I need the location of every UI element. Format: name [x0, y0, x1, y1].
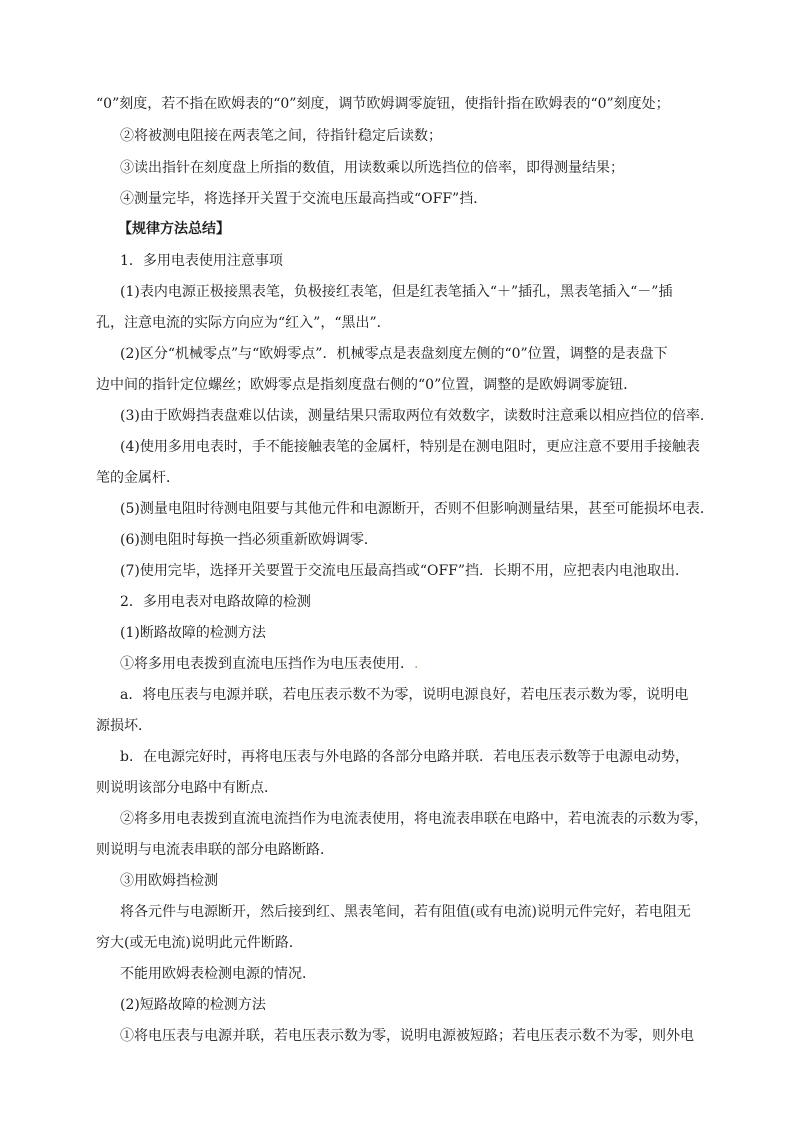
text-line-2: ②将被测电阻接在两表笔之间，待指针稳定后读数；	[120, 128, 442, 144]
section-heading: 【规律方法总结】	[118, 221, 230, 237]
subheading-2: 2．多用电表对电路故障的检测	[120, 594, 311, 610]
text-line-21: 源损坏．	[96, 718, 152, 734]
text-line-26: ③用欧姆挡检测	[120, 873, 218, 889]
text-line-23: 则说明该部分电路中有断点．	[96, 780, 278, 796]
text-line-15: (6)测电阻时每换一挡必须重新欧姆调零．	[120, 532, 378, 548]
stray-mark: .	[414, 656, 419, 672]
text-line-13: 笔的金属杆．	[96, 470, 180, 486]
text-line-11: (3)由于欧姆挡表盘难以估读，测量结果只需取两位有效数字，读数时注意乘以相应挡位的倍率．	[120, 408, 714, 424]
text-line-7: (1)表内电源正极接黑表笔，负极接红表笔，但是红表笔插入“＋”插孔，黑表笔插入“－”插	[120, 284, 673, 300]
text-line-24: ②将多用电表拨到直流电流挡作为电流表使用，将电流表串联在电路中，若电流表的示数为零，	[120, 811, 708, 827]
text-line-3: ③读出指针在刻度盘上所指的数值，用读数乘以所选挡位的倍率，即得测量结果；	[120, 160, 624, 176]
text-line-30: (2)短路故障的检测方法	[120, 997, 266, 1013]
text-line-27: 将各元件与电源断开，然后接到红、黑表笔间，若有阻值(或有电流)说明元件完好，若电阻无	[120, 904, 691, 920]
text-line-31: ①将电压表与电源并联，若电压表示数为零，说明电源被短路；若电压表示数不为零，则外电	[120, 1028, 694, 1044]
text-line-12: (4)使用多用电表时，手不能接触表笔的金属杆，特别是在测电阻时，更应注意不要用手接触表	[120, 439, 700, 455]
text-line-4: ④测量完毕，将选择开关置于交流电压最高挡或“OFF”挡．	[120, 191, 488, 207]
text-line-28: 穷大(或无电流)说明此元件断路．	[96, 935, 303, 951]
text-line-16: (7)使用完毕，选择开关要置于交流电压最高挡或“OFF”挡．长期不用，应把表内电池取出．	[120, 563, 690, 579]
text-line-1: “0”刻度，若不指在欧姆表的“0”刻度，调节欧姆调零旋钮，使指针指在欧姆表的“0”刻度处；	[96, 96, 670, 112]
subheading-1: 1．多用电表使用注意事项	[120, 253, 283, 269]
text-line-19	[120, 654, 418, 674]
text-line-8: 孔，注意电流的实际方向应为“红入”，“黑出”．	[96, 315, 391, 331]
text-line-22: b．在电源完好时，再将电压表与外电路的各部分电路并联．若电压表示数等于电源电动势，	[120, 749, 689, 765]
text-line-9: (2)区分“机械零点”与“欧姆零点”．机械零点是表盘刻度左侧的“0”位置，调整的是表盘下	[120, 346, 668, 362]
text-line-25: 则说明与电流表串联的部分电路断路．	[96, 842, 334, 858]
text-line-20: a．将电压表与电源并联，若电压表示数不为零，说明电源良好，若电压表示数为零，说明电	[120, 687, 689, 703]
text-line-29: 不能用欧姆表检测电源的情况．	[120, 966, 316, 982]
text-line-19-body: ①将多用电表拨到直流电压挡作为电压表使用．	[120, 656, 414, 672]
text-line-18: (1)断路故障的检测方法	[120, 625, 266, 641]
text-line-14: (5)测量电阻时待测电阻要与其他元件和电源断开，否则不但影响测量结果，甚至可能损坏电表．	[120, 501, 714, 517]
text-line-10: 边中间的指针定位螺丝；欧姆零点是指刻度盘右侧的“0”位置，调整的是欧姆调零旋钮．	[96, 377, 638, 393]
